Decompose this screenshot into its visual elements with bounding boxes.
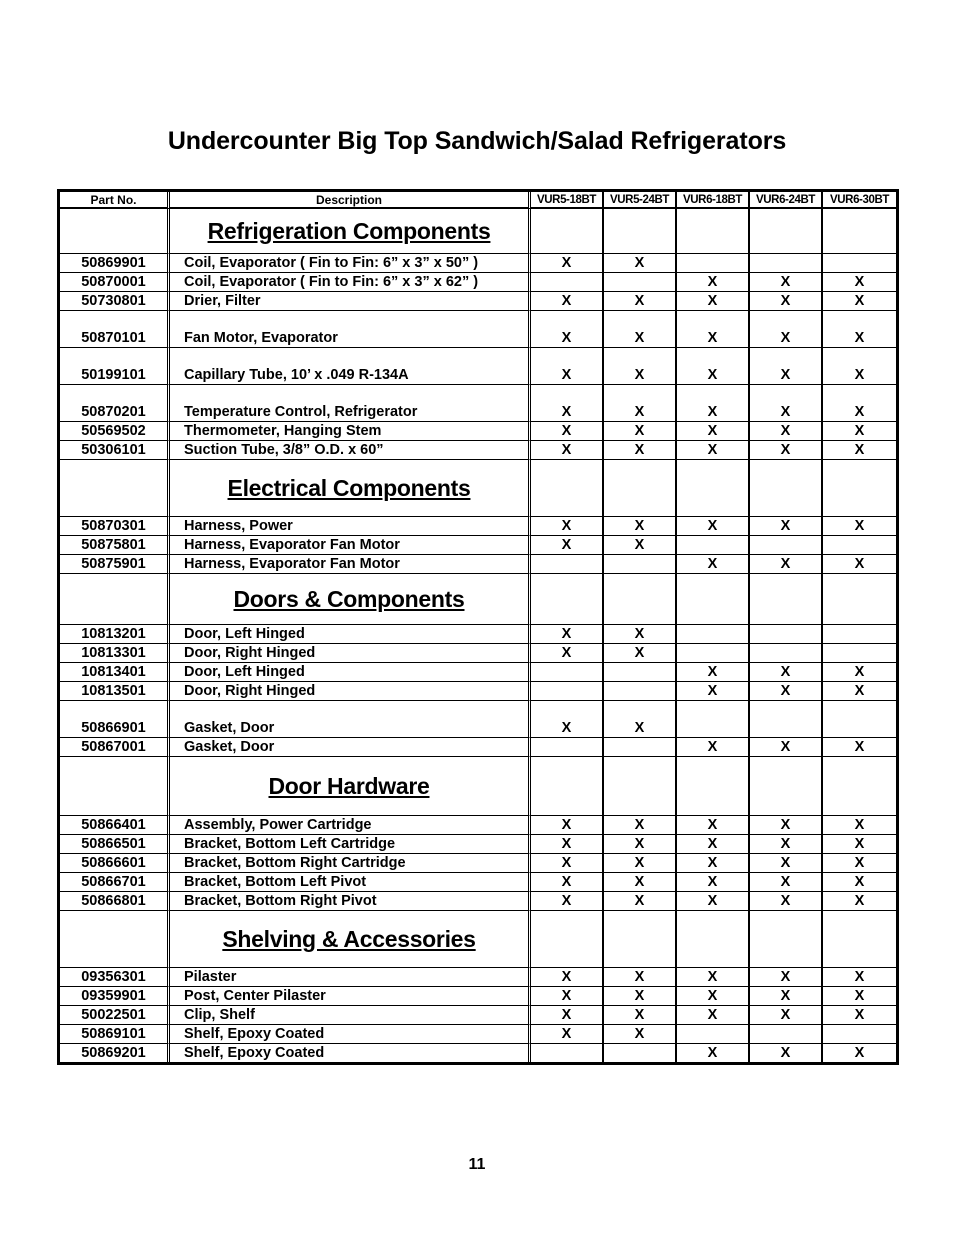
model-fit-mark: X [677, 385, 750, 422]
part-description: Door, Right Hinged [170, 644, 531, 663]
part-number: 50306101 [60, 441, 170, 460]
part-number: 10813301 [60, 644, 170, 663]
table-row [60, 644, 896, 663]
model-fit-mark: X [604, 968, 677, 987]
model-fit-mark: X [531, 1006, 604, 1025]
model-fit-mark: X [531, 625, 604, 644]
model-fit-mark: X [677, 517, 750, 536]
model-fit-mark: X [604, 701, 677, 738]
model-fit-mark [823, 701, 896, 738]
model-fit-mark: X [823, 873, 896, 892]
section-row [60, 209, 896, 254]
part-number: 50869901 [60, 254, 170, 273]
model-fit-mark: X [604, 625, 677, 644]
model-fit-mark: X [750, 854, 823, 873]
model-fit-mark: X [823, 987, 896, 1006]
model-fit-mark: X [677, 555, 750, 574]
section-model-cell [750, 757, 823, 816]
section-model-cell [823, 911, 896, 968]
table-row [60, 625, 896, 644]
part-number: 50866401 [60, 816, 170, 835]
table-row [60, 892, 896, 911]
model-fit-mark: X [677, 422, 750, 441]
model-fit-mark: X [823, 854, 896, 873]
part-number: 10813201 [60, 625, 170, 644]
section-model-cell [750, 574, 823, 625]
part-number: 50869201 [60, 1044, 170, 1062]
part-description: Harness, Evaporator Fan Motor [170, 555, 531, 574]
model-fit-mark: X [750, 738, 823, 757]
model-fit-mark [531, 663, 604, 682]
part-number: 10813501 [60, 682, 170, 701]
model-fit-mark [531, 682, 604, 701]
section-model-cell [604, 460, 677, 517]
model-fit-mark: X [604, 816, 677, 835]
table-row [60, 873, 896, 892]
part-number: 50869101 [60, 1025, 170, 1044]
part-description: Temperature Control, Refrigerator [170, 385, 531, 422]
section-model-cell [604, 209, 677, 254]
model-fit-mark: X [604, 441, 677, 460]
model-fit-mark: X [531, 987, 604, 1006]
model-fit-mark: X [823, 273, 896, 292]
part-description: Gasket, Door [170, 701, 531, 738]
model-fit-mark: X [677, 816, 750, 835]
model-fit-mark: X [750, 682, 823, 701]
model-fit-mark: X [823, 292, 896, 311]
model-fit-mark: X [750, 422, 823, 441]
model-fit-mark: X [604, 292, 677, 311]
section-part-cell [60, 460, 170, 517]
model-fit-mark: X [750, 987, 823, 1006]
model-fit-mark: X [531, 873, 604, 892]
table-row [60, 517, 896, 536]
header-part-no: Part No. [60, 192, 170, 209]
page-number: 11 [468, 1156, 486, 1173]
model-fit-mark [823, 644, 896, 663]
model-fit-mark: X [677, 441, 750, 460]
part-description: Pilaster [170, 968, 531, 987]
part-description: Shelf, Epoxy Coated [170, 1044, 531, 1062]
part-description: Door, Right Hinged [170, 682, 531, 701]
section-model-cell [531, 209, 604, 254]
part-number: 50866601 [60, 854, 170, 873]
part-number: 09359901 [60, 987, 170, 1006]
model-fit-mark [531, 1044, 604, 1062]
section-model-cell [823, 460, 896, 517]
part-description: Fan Motor, Evaporator [170, 311, 531, 348]
model-fit-mark: X [531, 644, 604, 663]
part-description: Coil, Evaporator ( Fin to Fin: 6” x 3” x 62” ) [170, 273, 531, 292]
section-model-cell [531, 757, 604, 816]
model-fit-mark: X [750, 385, 823, 422]
parts-table [57, 189, 899, 1065]
table-header-row [60, 192, 896, 209]
section-model-cell [677, 757, 750, 816]
header-description: Description [170, 192, 531, 209]
section-model-cell [823, 574, 896, 625]
section-heading: Doors & Components [170, 574, 531, 625]
part-description: Shelf, Epoxy Coated [170, 1025, 531, 1044]
section-model-cell [677, 574, 750, 625]
model-fit-mark: X [677, 987, 750, 1006]
model-fit-mark: X [531, 517, 604, 536]
model-fit-mark [604, 682, 677, 701]
model-fit-mark: X [604, 422, 677, 441]
table-row [60, 422, 896, 441]
header-model: VUR6-18BT [677, 192, 750, 209]
table-body [60, 209, 896, 1062]
section-part-cell [60, 911, 170, 968]
header-model: VUR5-24BT [604, 192, 677, 209]
table-row [60, 385, 896, 422]
model-fit-mark [531, 738, 604, 757]
section-model-cell [677, 209, 750, 254]
model-fit-mark: X [604, 854, 677, 873]
part-number: 50867001 [60, 738, 170, 757]
model-fit-mark: X [604, 987, 677, 1006]
model-fit-mark: X [823, 348, 896, 385]
part-number: 50866901 [60, 701, 170, 738]
part-number: 50870201 [60, 385, 170, 422]
model-fit-mark: X [677, 292, 750, 311]
section-model-cell [531, 460, 604, 517]
model-fit-mark [604, 738, 677, 757]
model-fit-mark: X [531, 292, 604, 311]
part-number: 50866701 [60, 873, 170, 892]
part-description: Thermometer, Hanging Stem [170, 422, 531, 441]
model-fit-mark: X [677, 663, 750, 682]
model-fit-mark: X [531, 968, 604, 987]
model-fit-mark: X [677, 892, 750, 911]
part-description: Bracket, Bottom Left Cartridge [170, 835, 531, 854]
model-fit-mark: X [604, 517, 677, 536]
model-fit-mark: X [750, 835, 823, 854]
part-description: Harness, Power [170, 517, 531, 536]
section-heading: Shelving & Accessories [170, 911, 531, 968]
table-row [60, 816, 896, 835]
model-fit-mark: X [823, 682, 896, 701]
section-model-cell [823, 757, 896, 816]
model-fit-mark [677, 701, 750, 738]
table-row [60, 555, 896, 574]
section-model-cell [750, 209, 823, 254]
model-fit-mark: X [823, 385, 896, 422]
model-fit-mark: X [677, 873, 750, 892]
model-fit-mark: X [750, 663, 823, 682]
model-fit-mark [531, 555, 604, 574]
model-fit-mark: X [677, 1006, 750, 1025]
model-fit-mark: X [604, 892, 677, 911]
model-fit-mark: X [531, 422, 604, 441]
table-row [60, 854, 896, 873]
model-fit-mark: X [531, 254, 604, 273]
model-fit-mark [750, 625, 823, 644]
table-row [60, 835, 896, 854]
model-fit-mark: X [531, 816, 604, 835]
model-fit-mark: X [750, 555, 823, 574]
part-description: Drier, Filter [170, 292, 531, 311]
part-number: 50870001 [60, 273, 170, 292]
model-fit-mark: X [677, 682, 750, 701]
section-model-cell [677, 911, 750, 968]
part-description: Bracket, Bottom Right Cartridge [170, 854, 531, 873]
section-heading: Door Hardware [170, 757, 531, 816]
model-fit-mark [604, 1044, 677, 1062]
table-row [60, 254, 896, 273]
model-fit-mark: X [823, 663, 896, 682]
model-fit-mark: X [677, 968, 750, 987]
section-model-cell [750, 911, 823, 968]
model-fit-mark: X [750, 968, 823, 987]
model-fit-mark [823, 536, 896, 555]
model-fit-mark: X [531, 892, 604, 911]
table-row [60, 738, 896, 757]
table-row [60, 1044, 896, 1062]
model-fit-mark: X [604, 311, 677, 348]
model-fit-mark: X [677, 854, 750, 873]
model-fit-mark [750, 701, 823, 738]
model-fit-mark: X [531, 1025, 604, 1044]
model-fit-mark: X [531, 835, 604, 854]
section-part-cell [60, 757, 170, 816]
section-part-cell [60, 574, 170, 625]
model-fit-mark: X [823, 738, 896, 757]
model-fit-mark [750, 1025, 823, 1044]
model-fit-mark: X [823, 1006, 896, 1025]
model-fit-mark: X [750, 892, 823, 911]
model-fit-mark: X [823, 816, 896, 835]
model-fit-mark: X [823, 517, 896, 536]
model-fit-mark: X [677, 835, 750, 854]
section-model-cell [604, 757, 677, 816]
model-fit-mark: X [823, 441, 896, 460]
model-fit-mark: X [750, 873, 823, 892]
table-row [60, 1006, 896, 1025]
model-fit-mark: X [677, 348, 750, 385]
part-number: 50870301 [60, 517, 170, 536]
table-row [60, 701, 896, 738]
section-model-cell [677, 460, 750, 517]
model-fit-mark [823, 625, 896, 644]
part-number: 09356301 [60, 968, 170, 987]
part-number: 50875801 [60, 536, 170, 555]
model-fit-mark [531, 273, 604, 292]
model-fit-mark: X [604, 835, 677, 854]
model-fit-mark: X [750, 348, 823, 385]
model-fit-mark: X [750, 1044, 823, 1062]
model-fit-mark: X [823, 892, 896, 911]
model-fit-mark: X [750, 311, 823, 348]
model-fit-mark: X [604, 348, 677, 385]
header-model: VUR6-30BT [823, 192, 896, 209]
model-fit-mark: X [677, 1044, 750, 1062]
model-fit-mark [604, 273, 677, 292]
part-description: Bracket, Bottom Right Pivot [170, 892, 531, 911]
section-model-cell [531, 574, 604, 625]
part-description: Door, Left Hinged [170, 625, 531, 644]
section-model-cell [531, 911, 604, 968]
table-row [60, 292, 896, 311]
model-fit-mark: X [531, 854, 604, 873]
model-fit-mark: X [531, 385, 604, 422]
model-fit-mark: X [677, 738, 750, 757]
header-model: VUR6-24BT [750, 192, 823, 209]
model-fit-mark: X [854, 1045, 865, 1061]
table-row [60, 682, 896, 701]
part-number: 50569502 [60, 422, 170, 441]
section-row [60, 911, 896, 968]
model-fit-mark: X [750, 273, 823, 292]
model-fit-mark: X [750, 517, 823, 536]
model-fit-mark: X [750, 1006, 823, 1025]
part-description: Clip, Shelf [170, 1006, 531, 1025]
model-fit-mark: X [604, 1006, 677, 1025]
model-fit-mark [823, 254, 896, 273]
model-fit-mark: X [823, 311, 896, 348]
table-row [60, 663, 896, 682]
model-fit-mark: X [604, 254, 677, 273]
part-description: Assembly, Power Cartridge [170, 816, 531, 835]
section-model-cell [750, 460, 823, 517]
model-fit-mark: X [750, 441, 823, 460]
model-fit-mark [677, 254, 750, 273]
part-number: 50199101 [60, 348, 170, 385]
model-fit-mark: X [677, 311, 750, 348]
part-number: 10813401 [60, 663, 170, 682]
table-row [60, 348, 896, 385]
model-fit-mark: X [604, 1025, 677, 1044]
model-fit-mark: X [604, 873, 677, 892]
model-fit-mark [823, 1025, 896, 1044]
section-model-cell [604, 574, 677, 625]
section-heading: Electrical Components [170, 460, 531, 517]
part-description: Capillary Tube, 10’ x .049 R-134A [170, 348, 531, 385]
model-fit-mark: X [531, 441, 604, 460]
model-fit-mark [750, 254, 823, 273]
section-model-cell [823, 209, 896, 254]
part-description: Bracket, Bottom Left Pivot [170, 873, 531, 892]
model-fit-mark [750, 644, 823, 663]
table-row [60, 987, 896, 1006]
model-fit-mark: X [531, 701, 604, 738]
table-row [60, 1025, 896, 1044]
model-fit-mark [750, 536, 823, 555]
model-fit-mark: X [823, 422, 896, 441]
model-fit-mark [677, 1025, 750, 1044]
part-number: 50022501 [60, 1006, 170, 1025]
section-row [60, 460, 896, 517]
model-fit-mark [604, 555, 677, 574]
model-fit-mark: X [750, 816, 823, 835]
model-fit-mark: X [531, 311, 604, 348]
section-model-cell [604, 911, 677, 968]
model-fit-mark: X [823, 555, 896, 574]
model-fit-mark: X [750, 292, 823, 311]
part-description: Door, Left Hinged [170, 663, 531, 682]
table-row [60, 311, 896, 348]
part-description: Coil, Evaporator ( Fin to Fin: 6” x 3” x 50” ) [170, 254, 531, 273]
section-part-cell [60, 209, 170, 254]
model-fit-mark: X [604, 536, 677, 555]
model-fit-mark: X [823, 968, 896, 987]
page-title: Undercounter Big Top Sandwich/Salad Refrigerators [167, 127, 787, 155]
part-description: Harness, Evaporator Fan Motor [170, 536, 531, 555]
model-fit-mark: X [604, 644, 677, 663]
section-row [60, 574, 896, 625]
model-fit-mark: X [604, 385, 677, 422]
table-row [60, 536, 896, 555]
model-fit-mark: X [531, 348, 604, 385]
section-row [60, 757, 896, 816]
section-heading: Refrigeration Components [170, 209, 531, 254]
part-description: Post, Center Pilaster [170, 987, 531, 1006]
part-description: Gasket, Door [170, 738, 531, 757]
table-row [60, 968, 896, 987]
part-number: 50870101 [60, 311, 170, 348]
part-number: 50866801 [60, 892, 170, 911]
model-fit-mark: X [677, 273, 750, 292]
part-description: Suction Tube, 3/8” O.D. x 60” [170, 441, 531, 460]
table-row [60, 273, 896, 292]
part-number: 50866501 [60, 835, 170, 854]
model-fit-mark: X [531, 536, 604, 555]
model-fit-mark [677, 644, 750, 663]
model-fit-mark: X [823, 835, 896, 854]
part-number: 50875901 [60, 555, 170, 574]
model-fit-mark [604, 663, 677, 682]
model-fit-mark [677, 536, 750, 555]
part-number: 50730801 [60, 292, 170, 311]
header-model: VUR5-18BT [531, 192, 604, 209]
model-fit-mark [677, 625, 750, 644]
table-row [60, 441, 896, 460]
